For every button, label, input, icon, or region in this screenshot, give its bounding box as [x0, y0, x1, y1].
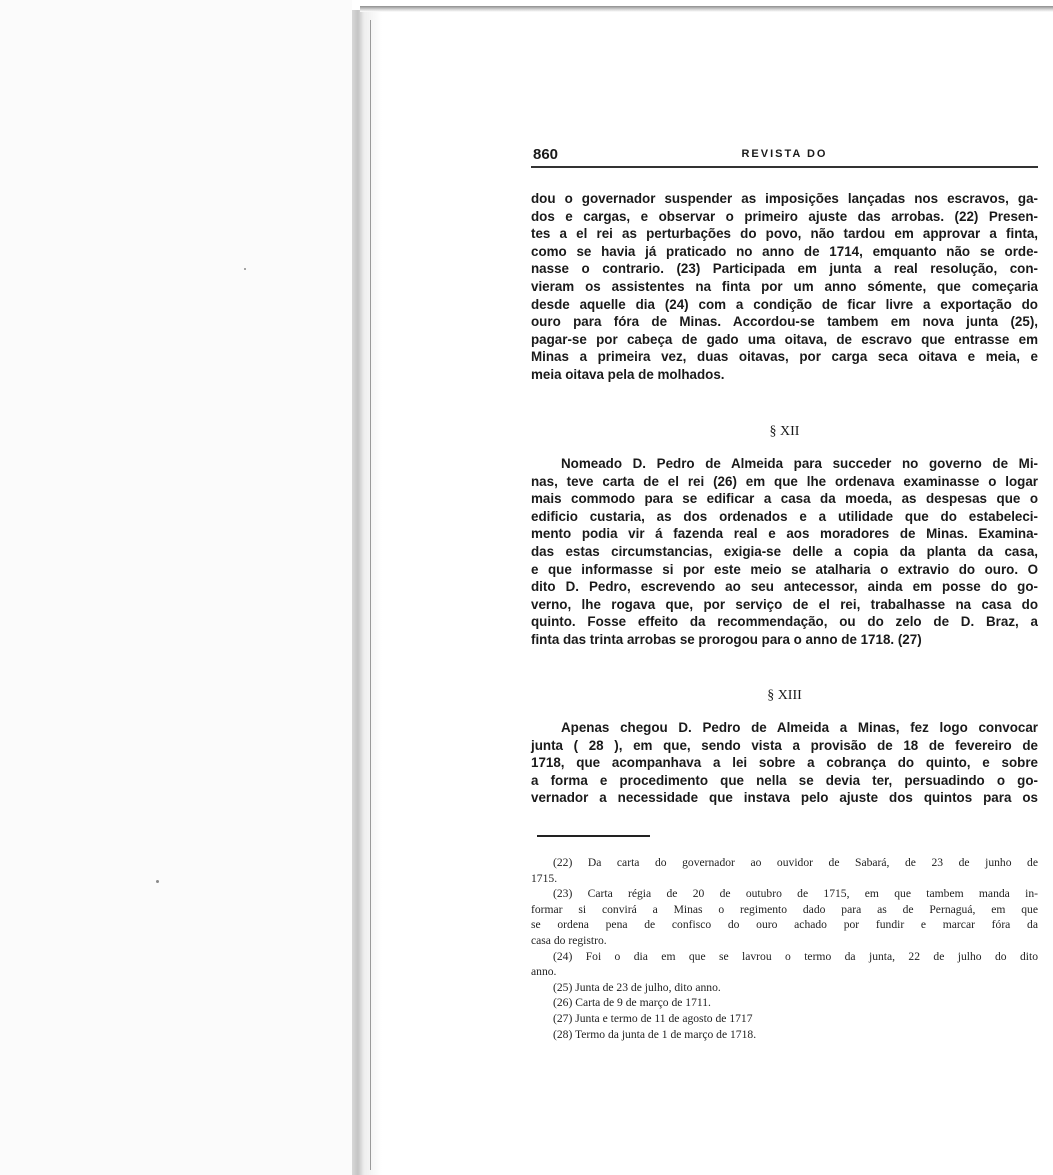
text-line: dos e cargas, e observar o primeiro ajuste das arrobas. (22) Presen-	[531, 208, 1038, 224]
text-line: vernador a necessidade que instava pelo ajuste dos quintos para os	[531, 790, 1038, 806]
footnote-line: (22) Da carta do governador ao ouvidor de Sabará, de 23 de junho de	[553, 856, 1038, 869]
page-top-edge	[360, 6, 1053, 12]
footnote-line: (23) Carta régia de 20 de outubro de 1715, em que tambem manda in-	[553, 887, 1038, 901]
page-binding-shadow	[352, 10, 382, 1175]
text-line: Apenas chegou D. Pedro de Almeida a Minas, fez logo convocar	[561, 720, 1038, 735]
text-line: meia oitava pela de molhados.	[531, 366, 725, 382]
page-header	[531, 144, 1038, 168]
text-line: dou o governador suspender as imposições lançadas nos escravos, ga-	[531, 191, 1038, 206]
text-line: das estas circumstancias, exigia-se delle a copia da planta da casa,	[531, 543, 1038, 559]
binding-line	[370, 20, 371, 1170]
text-line: tes a el rei as perturbações do povo, não tardou em approvar a finta,	[531, 226, 1038, 242]
section-heading-xiii: § XIII	[767, 688, 802, 703]
paragraph-2	[531, 455, 1038, 649]
text-line: vieram os assistentes na finta por um anno sómente, que começaria	[531, 278, 1038, 294]
text-line: desde aquelle dia (24) com a condição de ficar livre a exportação do	[531, 296, 1038, 312]
footnote-24	[531, 949, 1038, 980]
footnote-26	[531, 995, 1038, 1011]
paragraph-1	[531, 190, 1038, 384]
text-line: e que informasse si por este meio se atalharia o extravio do ouro. O	[531, 561, 1038, 577]
text-line: Minas a primeira vez, duas oitavas, por carga seca oitava e meia, e	[531, 349, 1038, 365]
footnote-line: se ordena pena de confisco do ouro achado por fundir e marcar fóra da	[531, 918, 1038, 932]
footnote-line: 1715.	[531, 871, 558, 885]
text-line: mais commodo para se edificar a casa da moeda, as despesas que o	[531, 491, 1038, 507]
paragraph-3	[531, 719, 1038, 807]
footnote-line: anno.	[531, 965, 557, 979]
footnote-28	[531, 1027, 1038, 1043]
text-line: ouro para fóra de Minas. Accordou-se tambem em nova junta (25),	[531, 314, 1038, 330]
page-number: 860	[533, 146, 559, 163]
footnote-25	[531, 980, 1038, 996]
footnote-line: (28) Termo da junta de 1 de março de 1718.	[553, 1027, 757, 1041]
footnote-line: casa do registro.	[531, 933, 607, 947]
text-line: a forma e procedimento que nella se devia ter, persuadindo o go-	[531, 772, 1038, 788]
footnote-rule	[537, 835, 650, 837]
text-line: Nomeado D. Pedro de Almeida para succeder no governo de Mi-	[561, 456, 1038, 471]
footnote-line: formar si convirá a Minas o regimento dado para as de Pernaguá, em que	[531, 902, 1038, 916]
dust-speck	[156, 880, 159, 883]
footnote-line: (26) Carta de 9 de março de 1711.	[553, 996, 711, 1010]
footnote-23	[531, 886, 1038, 948]
footnote-27	[531, 1011, 1038, 1027]
dust-speck	[244, 268, 246, 270]
text-line: quinto. Fosse effeito da recommendação, ou do zelo de D. Braz, a	[531, 614, 1038, 630]
text-line: edificio custaria, as dos ordenados e a utilidade que do estabeleci-	[531, 508, 1038, 524]
text-line: finta das trinta arrobas se prorogou para o anno de 1718. (27)	[531, 631, 922, 647]
text-line: pagar-se por cabeça de gado uma oitava, de escravo que entrasse em	[531, 331, 1038, 347]
text-line: dito D. Pedro, escrevendo ao seu antecessor, ainda em posse do go-	[531, 579, 1038, 595]
section-heading-xii: § XII	[769, 424, 800, 439]
left-margin	[0, 0, 352, 1175]
text-line: mento podia vir á fazenda real e aos moradores de Minas. Examina-	[531, 526, 1038, 542]
text-line: nas, teve carta de el rei (26) em que lhe ordenava examinasse o logar	[531, 473, 1038, 489]
text-line: 1718, que acompanhava a lei sobre a cobrança do quinto, e sobre	[531, 755, 1038, 771]
footnote-line: (24) Foi o dia em que se lavrou o termo da junta, 22 de julho do dito	[553, 949, 1038, 963]
running-head: REVISTA DO	[741, 148, 828, 160]
text-line: junta ( 28 ), em que, sendo vista a provisão de 18 de fevereiro de	[531, 737, 1038, 753]
text-line: verno, lhe rogava que, por serviço de el rei, trabalhasse na casa do	[531, 596, 1038, 612]
footnote-line: (25) Junta de 23 de julho, dito anno.	[553, 980, 721, 994]
footnote-22	[531, 855, 1038, 886]
footnotes	[531, 855, 1038, 1042]
text-line: como se havia já praticado no anno de 1714, emquanto não se orde-	[531, 243, 1038, 259]
footnote-line: (27) Junta e termo de 11 de agosto de 1717	[553, 1011, 753, 1025]
text-line: nasse o contrario. (23) Participada em junta a real resolução, con-	[531, 261, 1038, 277]
